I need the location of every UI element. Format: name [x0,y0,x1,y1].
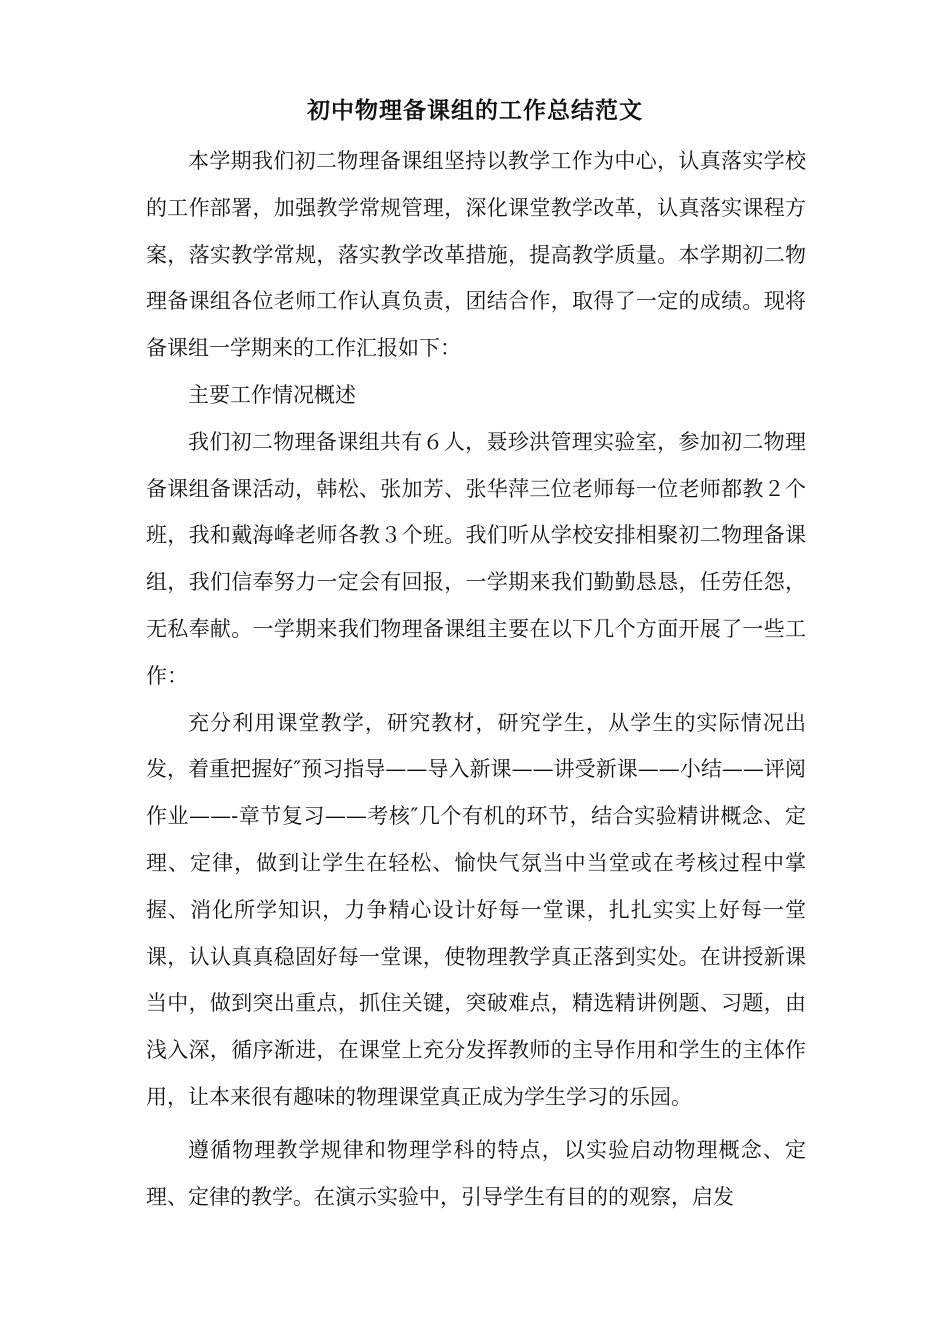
paragraph-experiment: 遵循物理教学规律和物理学科的特点，以实验启动物理概念、定理、定律的教学。在演示实验中，引导学生有目的的观察，启发 [146,1137,806,1209]
section-heading: 主要工作情况概述 [188,382,356,407]
document-body [146,138,806,1220]
document-title: 初中物理备课组的工作总结范文 [307,97,643,124]
paragraph-team: 我们初二物理备课组共有６人，聂珍洪管理实验室，参加初二物理备课组备课活动，韩松、张加芳、张华萍三位老师每一位老师都教２个班，我和戴海峰老师各教３个班。我们听从学校安排相聚初二物理备课组，我们信奉努力一定会有回报，一学期来我们勤勤恳恳，任劳任怨，无私奉献。一学期来我们物理备课组主要在以下几个方面开展了一些工作： [146,429,806,688]
paragraph-classroom: 充分利用课堂教学，研究教材，研究学生，从学生的实际情况出发，着重把握好″预习指导——导入新课——讲受新课——小结——评阅作业——-章节复习——考核″几个有机的环节，结合实验精讲概念、定理、定律，做到让学生在轻松、愉快气氛当中当堂或在考核过程中掌握、消化所学知识，力争精心设计好每一堂课，扎扎实实上好每一堂课，认认真真稳固好每一堂课，使物理教学真正落到实处。在讲授新课当中，做到突出重点，抓住关键，突破难点，精选精讲例题、习题，由浅入深，循序渐进，在课堂上充分发挥教师的主导作用和学生的主体作用，让本来很有趣味的物理课堂真正成为学生学习的乐园。 [146,710,806,1109]
paragraph-intro: 本学期我们初二物理备课组坚持以教学工作为中心，认真落实学校的工作部署，加强教学常规管理，深化课堂教学改革，认真落实课程方案，落实教学常规，落实教学改革措施，提高教学质量。本学期初二物理备课组各位老师工作认真负责，团结合作，取得了一定的成绩。现将备课组一学期来的工作汇报如下： [146,149,806,361]
